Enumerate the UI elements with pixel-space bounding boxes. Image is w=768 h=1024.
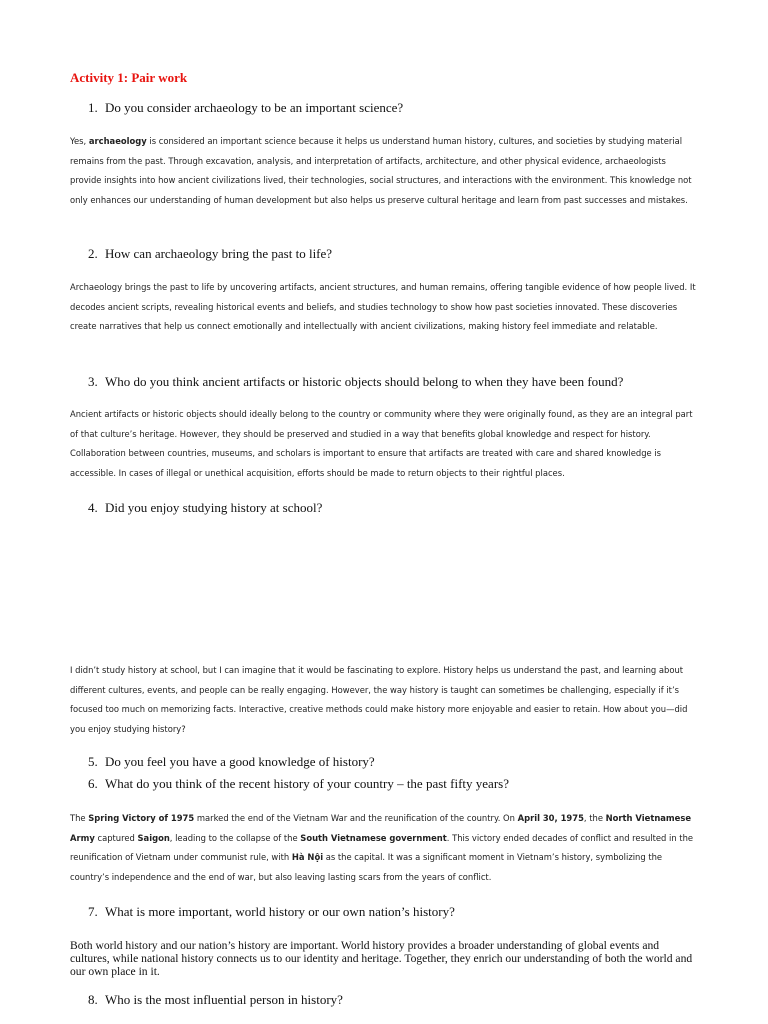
question-number: 6. [88,776,98,791]
question-8 [88,992,343,1008]
question-4 [88,500,322,516]
answer-text: The [70,813,89,823]
question-number: 7. [88,904,98,919]
answer-bold-term: Saigon [137,832,170,843]
question-text: Who do you think ancient artifacts or historic objects should belong to when they have been found? [105,374,624,389]
question-number: 3. [88,374,98,389]
answer-text: , the [583,813,606,823]
question-text: Do you feel you have a good knowledge of history? [105,754,375,769]
answer-text: , leading to the collapse of the [169,832,301,843]
question-number: 8. [88,992,98,1007]
answer-text: captured [94,832,138,843]
answer-text: . This victory ended decades of conflict and resulted in the reunification of Vietnam under communist rule, with [70,832,694,863]
question-text: Do you consider archaeology to be an important science? [105,100,404,115]
question-3 [88,374,623,390]
answer-4: I didn’t study history at school, but I can imagine that it would be fascinating to explore. History helps us understand the past, and learning about different cultures, events, and people can be really engaging. However, the way history is taught can sometimes be challenging, especially if it’s focused too much on memorizing facts. Interactive, creative methods could make history more enjoyable and easier to retain. How about you—did you enjoy studying history? [70,665,688,734]
question-text: What do you think of the recent history of your country – the past fifty years? [105,776,509,791]
answer-text: is considered an important science because it helps us understand human history, cultures, and societies by studying material remains from the past. Through excavation, analysis, and interpretation of artifacts, architecture, and other physical evidence, archaeologists provide insights into how ancient civilizations lived, their technologies, social structures, and interactions with the environment. This knowledge not only enhances our understanding of human development but also helps us preserve cultural heritage and learn from past successes and mistakes. [70,136,692,205]
answer-1 [70,132,698,210]
answer-text: marked the end of the Vietnam War and the reunification of the country. On [194,813,518,823]
question-5 [88,754,375,770]
answer-bold-term: archaeology [88,136,147,146]
question-number: 5. [88,754,98,769]
answer-bold-term: Spring Victory of 1975 [88,813,195,823]
question-number: 2. [88,246,98,261]
question-6 [88,776,509,792]
question-text: Did you enjoy studying history at school? [105,500,323,515]
answer-3: Ancient artifacts or historic objects should ideally belong to the country or community where they were originally found, as they are an integral part of that culture’s heritage. However, they should be preserved and studied in a way that benefits global knowledge and respect for history. Collaboration between countries, museums, and scholars is important to ensure that artifacts are treated with care and shared knowledge is accessible. In cases of illegal or unethical acquisition, efforts should be made to return objects to their rightful places. [70,409,693,478]
answer-7: Both world history and our nation’s history are important. World history provides a broader understanding of global events and cultures, while national history connects us to our identity and heritage. Together, they enrich our understanding of both the world and our own place in it. [70,939,693,978]
question-text: How can archaeology bring the past to life? [105,246,333,261]
answer-bold-term: North Vietnamese Army [70,813,692,843]
question-text: What is more important, world history or our own nation’s history? [105,904,455,919]
question-1 [88,100,403,116]
answer-bold-term: South Vietnamese government [300,832,447,843]
question-text: Who is the most influential person in history? [105,992,343,1007]
answer-6 [70,809,698,887]
activity-title: Activity 1: Pair work [70,70,188,85]
answer-text: Yes, [70,136,89,146]
answer-bold-term: Hà Nội [291,852,324,863]
answer-text: as the capital. It was a significant moment in Vietnam’s history, symbolizing the country’s independence and the end of war, but also leaving lasting scars from the years of conflict. [70,852,663,882]
question-2 [88,246,332,262]
answer-bold-term: April 30, 1975 [517,813,584,823]
question-7 [88,904,455,920]
question-number: 4. [88,500,98,515]
answer-2: Archaeology brings the past to life by uncovering artifacts, ancient structures, and human remains, offering tangible evidence of how people lived. It decodes ancient scripts, revealing historical events and beliefs, and studies technology to show how past societies innovated. These discoveries create narratives that help us connect emotionally and intellectually with ancient civilizations, making history feel immediate and relatable. [70,282,696,332]
question-number: 1. [88,100,98,115]
